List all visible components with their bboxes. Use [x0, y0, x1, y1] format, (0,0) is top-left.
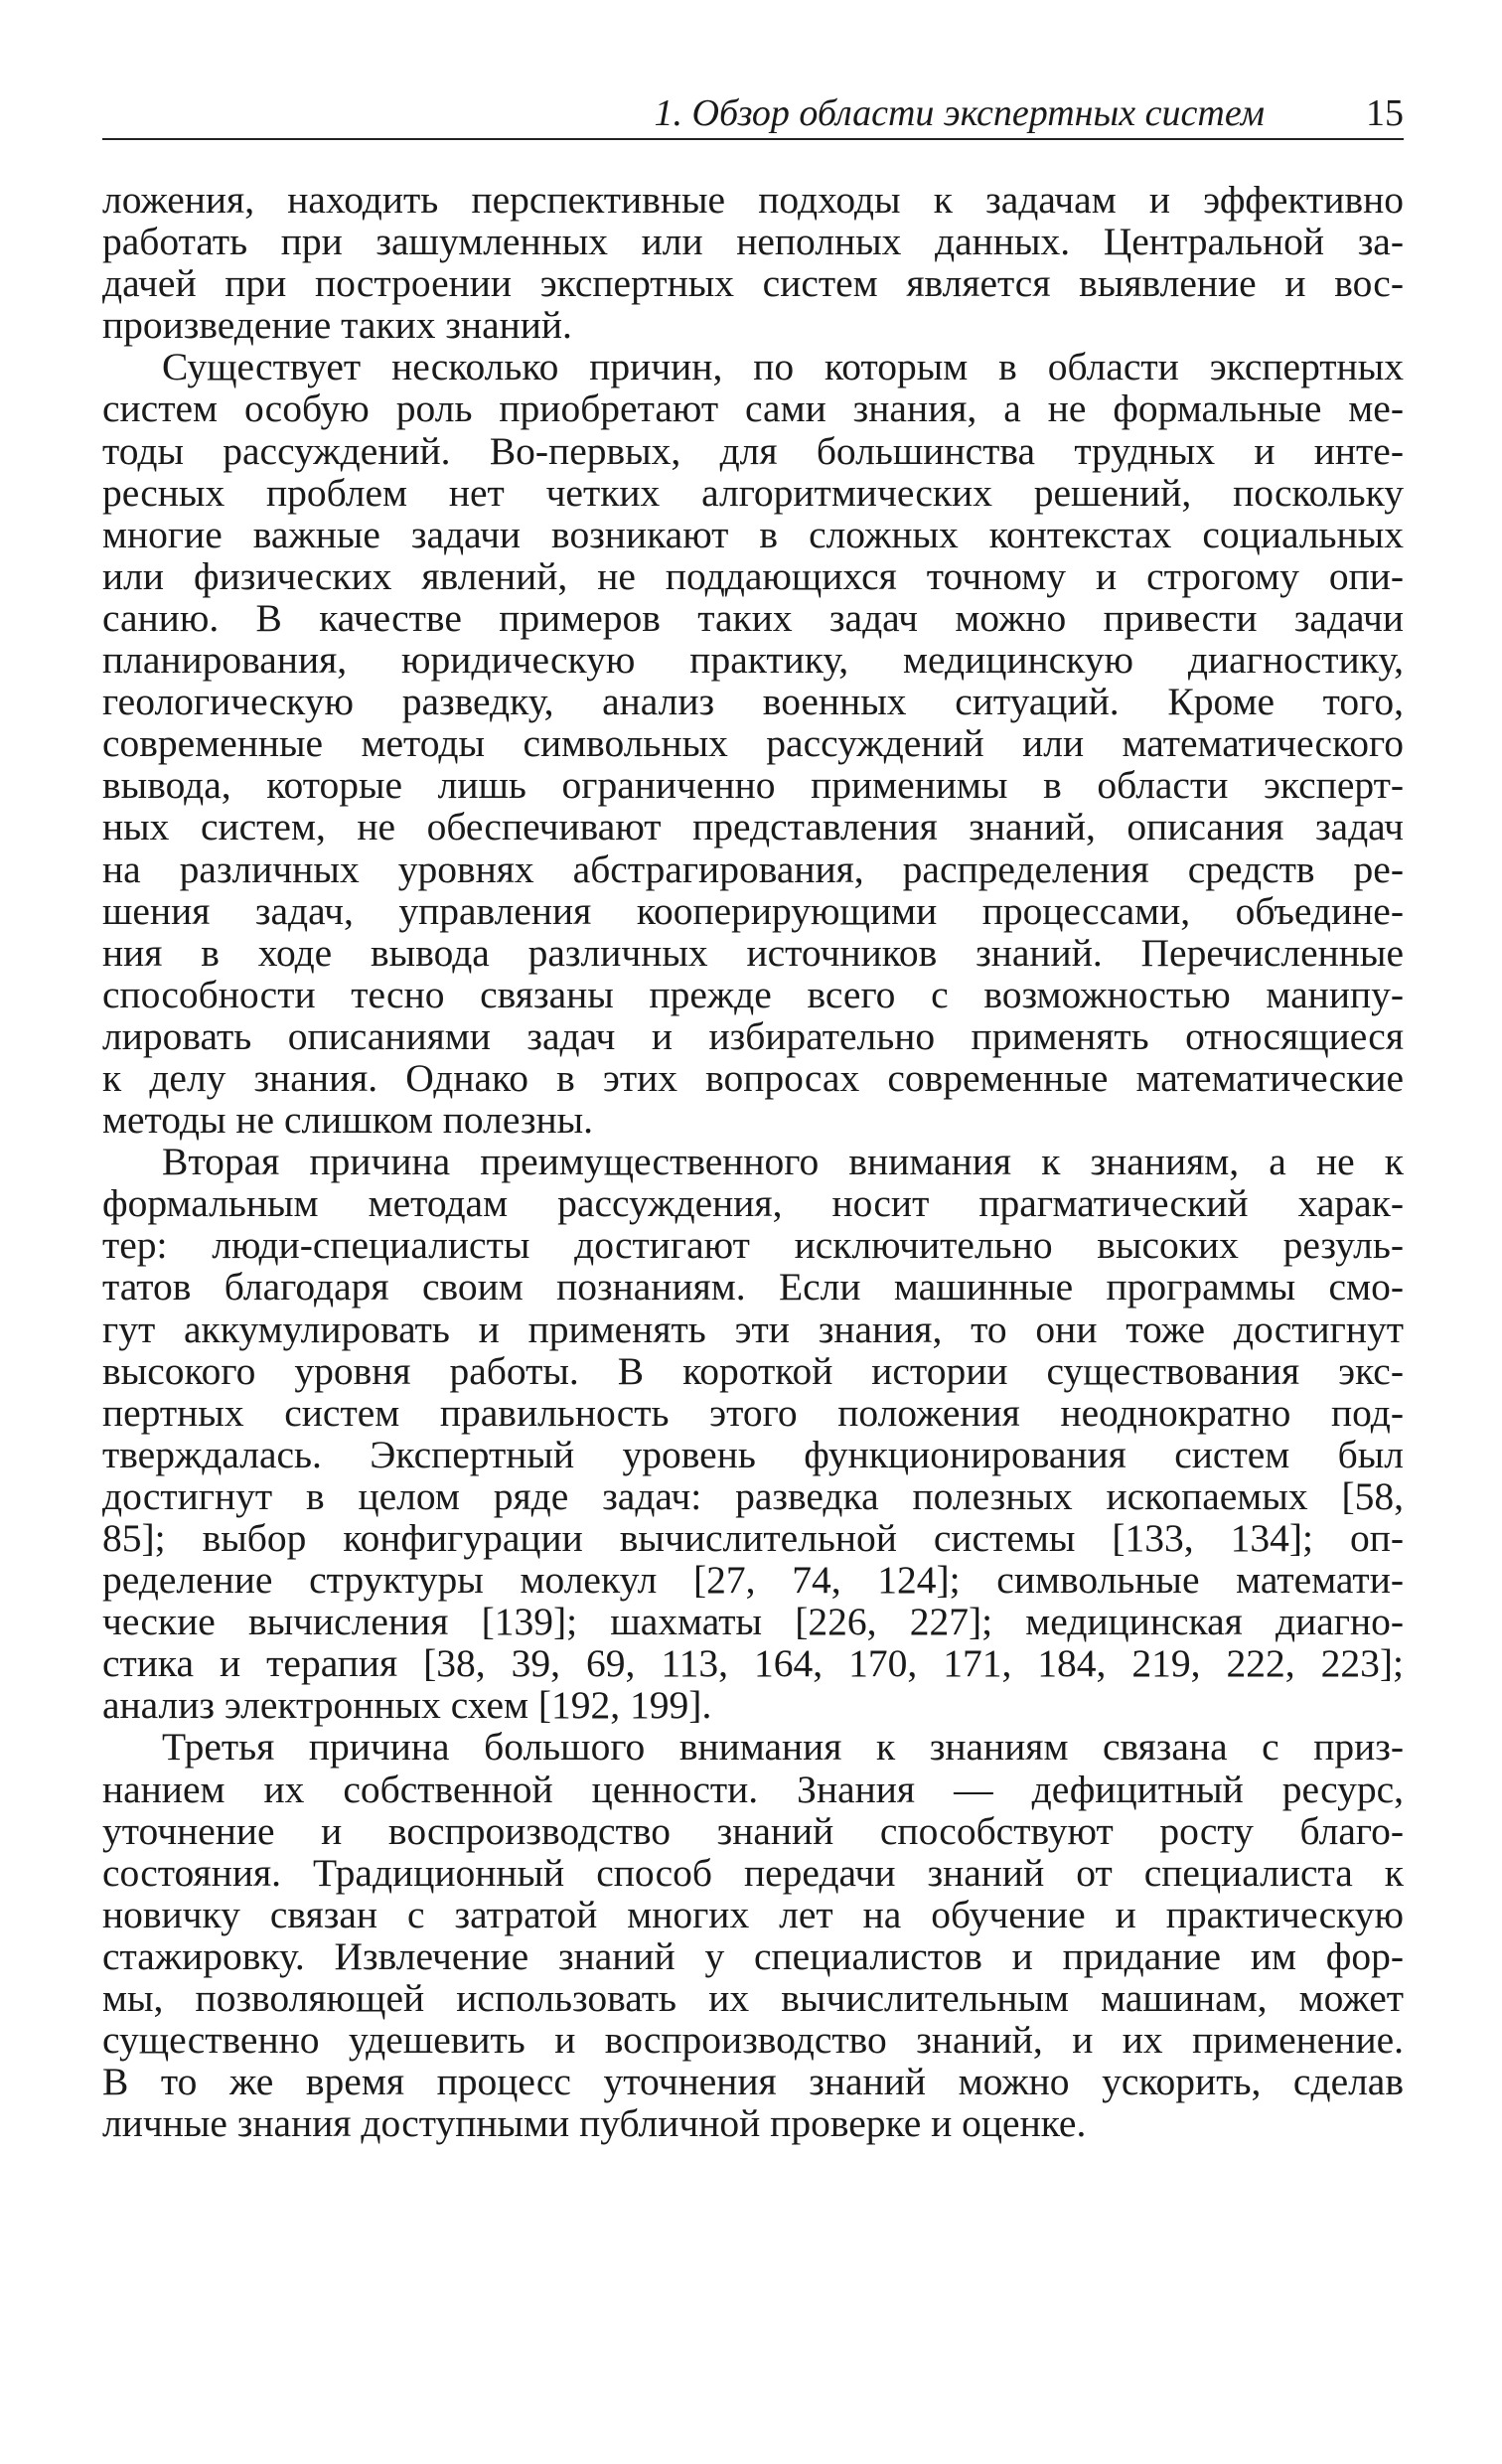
- text-line: ния в ходе вывода различных источников знаний. Перечисленные: [102, 930, 1404, 975]
- text-line: ресных проблем нет четких алгоритмических решений, поскольку: [102, 470, 1404, 515]
- text-line: ных систем, не обеспечивают представления знаний, описания задач: [102, 805, 1404, 849]
- text-line: состояния. Традиционный способ передачи знаний от специалиста к: [102, 1850, 1404, 1895]
- text-line: способности тесно связаны прежде всего с возможностью манипу-: [102, 972, 1404, 1016]
- text-line: тоды рассуждений. Во-первых, для большинства трудных и инте-: [102, 428, 1404, 473]
- text-line: или физических явлений, не поддающихся точному и строгому опи-: [102, 553, 1404, 598]
- text-line: санию. В качестве примеров таких задач можно привести задачи: [102, 595, 1404, 640]
- text-line: тер: люди-специалисты достигают исключительно высоких резуль-: [102, 1223, 1404, 1268]
- text-line: татов благодаря своим познаниям. Если машинные программы смо-: [102, 1265, 1404, 1309]
- text-line: достигнут в целом ряде задач: разведка полезных ископаемых [58,: [102, 1473, 1404, 1518]
- text-line: 85]; выбор конфигурации вычислительной системы [133, 134]; оп-: [102, 1516, 1404, 1560]
- text-line: ческие вычисления [139]; шахматы [226, 227]; медицинская диагно-: [102, 1600, 1404, 1644]
- text-line: шения задач, управления кооперирующими процессами, объедине-: [102, 888, 1404, 933]
- text-line: планирования, юридическую практику, медицинскую диагностику,: [102, 638, 1404, 683]
- text-line: Существует несколько причин, по которым в области экспертных: [162, 345, 1404, 389]
- text-line: вывода, которые лишь ограниченно применимы в области эксперт-: [102, 763, 1404, 808]
- text-line: анализ электронных схем [192, 199].: [102, 1683, 712, 1728]
- text-line: геологическую разведку, анализ военных ситуаций. Кроме того,: [102, 680, 1404, 724]
- text-line: Вторая причина преимущественного внимания к знаниям, а не к: [162, 1140, 1404, 1184]
- text-line: произведение таких знаний.: [102, 303, 572, 348]
- text-line: работать при зашумленных или неполных данных. Центральной за-: [102, 220, 1404, 264]
- text-line: В то же время процесс уточнения знаний можно ускорить, сделав: [102, 2060, 1404, 2104]
- text-line: стика и терапия [38, 39, 69, 113, 164, 170, 171, 184, 219, 222, 223];: [102, 1641, 1404, 1686]
- text-line: уточнение и воспроизводство знаний способствуют росту благо-: [102, 1808, 1404, 1853]
- text-line: пертных систем правильность этого положения неоднократно под-: [102, 1390, 1404, 1435]
- text-line: методы не слишком полезны.: [102, 1098, 594, 1143]
- paragraph: [102, 346, 1404, 1141]
- text-line: личные знания доступными публичной проверке и оценке.: [102, 2101, 1087, 2146]
- paragraph: [102, 1726, 1404, 2144]
- text-line: дачей при построении экспертных систем является выявление и вос-: [102, 261, 1404, 306]
- paragraph: [102, 179, 1404, 346]
- text-line: тверждалась. Экспертный уровень функционирования систем был: [102, 1432, 1404, 1476]
- text-line: ределение структуры молекул [27, 74, 124]; символьные математи-: [102, 1558, 1404, 1603]
- running-title: 1. Обзор области экспертных систем: [654, 92, 1265, 134]
- text-line: высокого уровня работы. В короткой истории существования экс-: [102, 1348, 1404, 1393]
- text-line: существенно удешевить и воспроизводство знаний, и их применение.: [102, 2018, 1404, 2063]
- text-line: ложения, находить перспективные подходы к задачам и эффективно: [102, 178, 1404, 222]
- running-head: [102, 89, 1404, 137]
- text-line: формальным методам рассуждения, носит прагматический харак-: [102, 1181, 1404, 1226]
- text-line: Третья причина большого внимания к знаниям связана с приз-: [162, 1725, 1404, 1770]
- text-line: мы, позволяющей использовать их вычислительным машинам, может: [102, 1976, 1404, 2021]
- paragraph: [102, 1141, 1404, 1726]
- text-line: нанием их собственной ценности. Знания — дефицитный ресурс,: [102, 1767, 1404, 1811]
- text-line: систем особую роль приобретают сами знания, а не формальные ме-: [102, 386, 1404, 431]
- text-line: многие важные задачи возникают в сложных контекстах социальных: [102, 512, 1404, 556]
- text-line: на различных уровнях абстрагирования, распределения средств ре-: [102, 847, 1404, 891]
- text-line: стажировку. Извлечение знаний у специалистов и придание им фор-: [102, 1933, 1404, 1978]
- text-line: новичку связан с затратой многих лет на обучение и практическую: [102, 1892, 1404, 1936]
- page-number: 15: [1366, 92, 1404, 134]
- body-text: [102, 179, 1404, 2144]
- text-line: лировать описаниями задач и избирательно применять относящиеся: [102, 1013, 1404, 1058]
- header-rule: [102, 138, 1404, 140]
- text-line: современные методы символьных рассуждений или математического: [102, 721, 1404, 766]
- text-line: гут аккумулировать и применять эти знания, то они тоже достигнут: [102, 1307, 1404, 1351]
- text-line: к делу знания. Однако в этих вопросах современные математические: [102, 1055, 1404, 1100]
